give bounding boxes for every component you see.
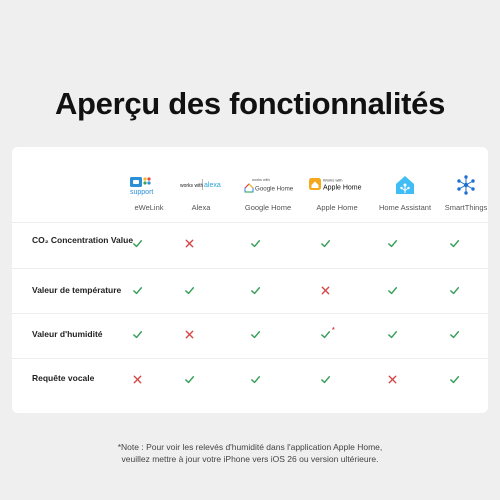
check-icon	[447, 236, 461, 250]
cross-icon	[182, 236, 196, 250]
check-icon	[130, 327, 144, 341]
check-icon	[318, 372, 332, 386]
cross-icon	[385, 372, 399, 386]
google-logo-text: Google Home	[255, 185, 293, 193]
footnote	[0, 441, 500, 465]
check-icon	[385, 283, 399, 297]
platform-label-ewelink: eWeLink	[134, 203, 164, 212]
platform-label-alexa: Alexa	[191, 203, 211, 212]
home-assistant-logo-icon	[375, 173, 435, 197]
apple-home-logo-icon	[307, 173, 367, 197]
check-icon	[248, 372, 262, 386]
google-home-logo-icon	[238, 173, 298, 197]
platform-google-home	[232, 147, 304, 222]
feature-label-temperature: Valeur de température	[32, 285, 122, 295]
check-icon	[385, 236, 399, 250]
feature-label-humidity: Valeur d'humidité	[32, 329, 103, 339]
check-icon	[385, 327, 399, 341]
check-icon	[130, 236, 144, 250]
platform-smartthings	[430, 147, 500, 222]
footnote-line-1: *Note : Pour voir les relevés d'humidité dans l'application Apple Home,	[117, 442, 383, 452]
alexa-works-with-text: works with	[180, 183, 204, 189]
apple-works-with-text: Works with	[323, 177, 343, 183]
ewelink-logo-text: support	[130, 189, 154, 196]
check-icon	[318, 236, 332, 250]
row-divider	[12, 358, 488, 359]
footnote-line-2: veuillez mettre à jour votre iPhone vers iOS 26 ou version ultérieure.	[121, 454, 379, 464]
check-icon	[447, 283, 461, 297]
google-works-with-text: works with	[252, 178, 270, 182]
smartthings-logo-icon	[436, 173, 496, 197]
row-divider	[12, 268, 488, 269]
feature-label-co2: CO₂ Concentration Value	[32, 235, 134, 245]
row-divider	[12, 222, 488, 223]
page-title: Aperçu des fonctionnalités	[54, 86, 446, 121]
platform-label-home-assistant: Home Assistant	[378, 203, 432, 212]
feature-label-voice: Requête vocale	[32, 373, 95, 383]
cross-icon	[130, 372, 144, 386]
check-icon	[130, 283, 144, 297]
check-icon	[248, 283, 262, 297]
check-icon	[182, 283, 196, 297]
check-icon	[248, 327, 262, 341]
platform-label-smartthings: SmartThings	[444, 203, 488, 212]
platform-header-row	[12, 147, 488, 222]
check-icon	[318, 327, 332, 341]
alexa-logo-text: alexa	[204, 182, 221, 189]
cross-icon	[182, 327, 196, 341]
check-icon	[447, 372, 461, 386]
row-divider	[12, 313, 488, 314]
apple-logo-text: Apple Home	[323, 184, 362, 192]
platform-label-apple-home: Apple Home	[316, 203, 358, 212]
footnote-asterisk: *	[332, 327, 335, 334]
check-icon	[248, 236, 262, 250]
alexa-logo-icon	[171, 173, 231, 197]
cross-icon	[318, 283, 332, 297]
feature-comparison-table	[12, 147, 488, 413]
platform-label-google-home: Google Home	[244, 203, 292, 212]
check-icon	[182, 372, 196, 386]
check-icon	[447, 327, 461, 341]
